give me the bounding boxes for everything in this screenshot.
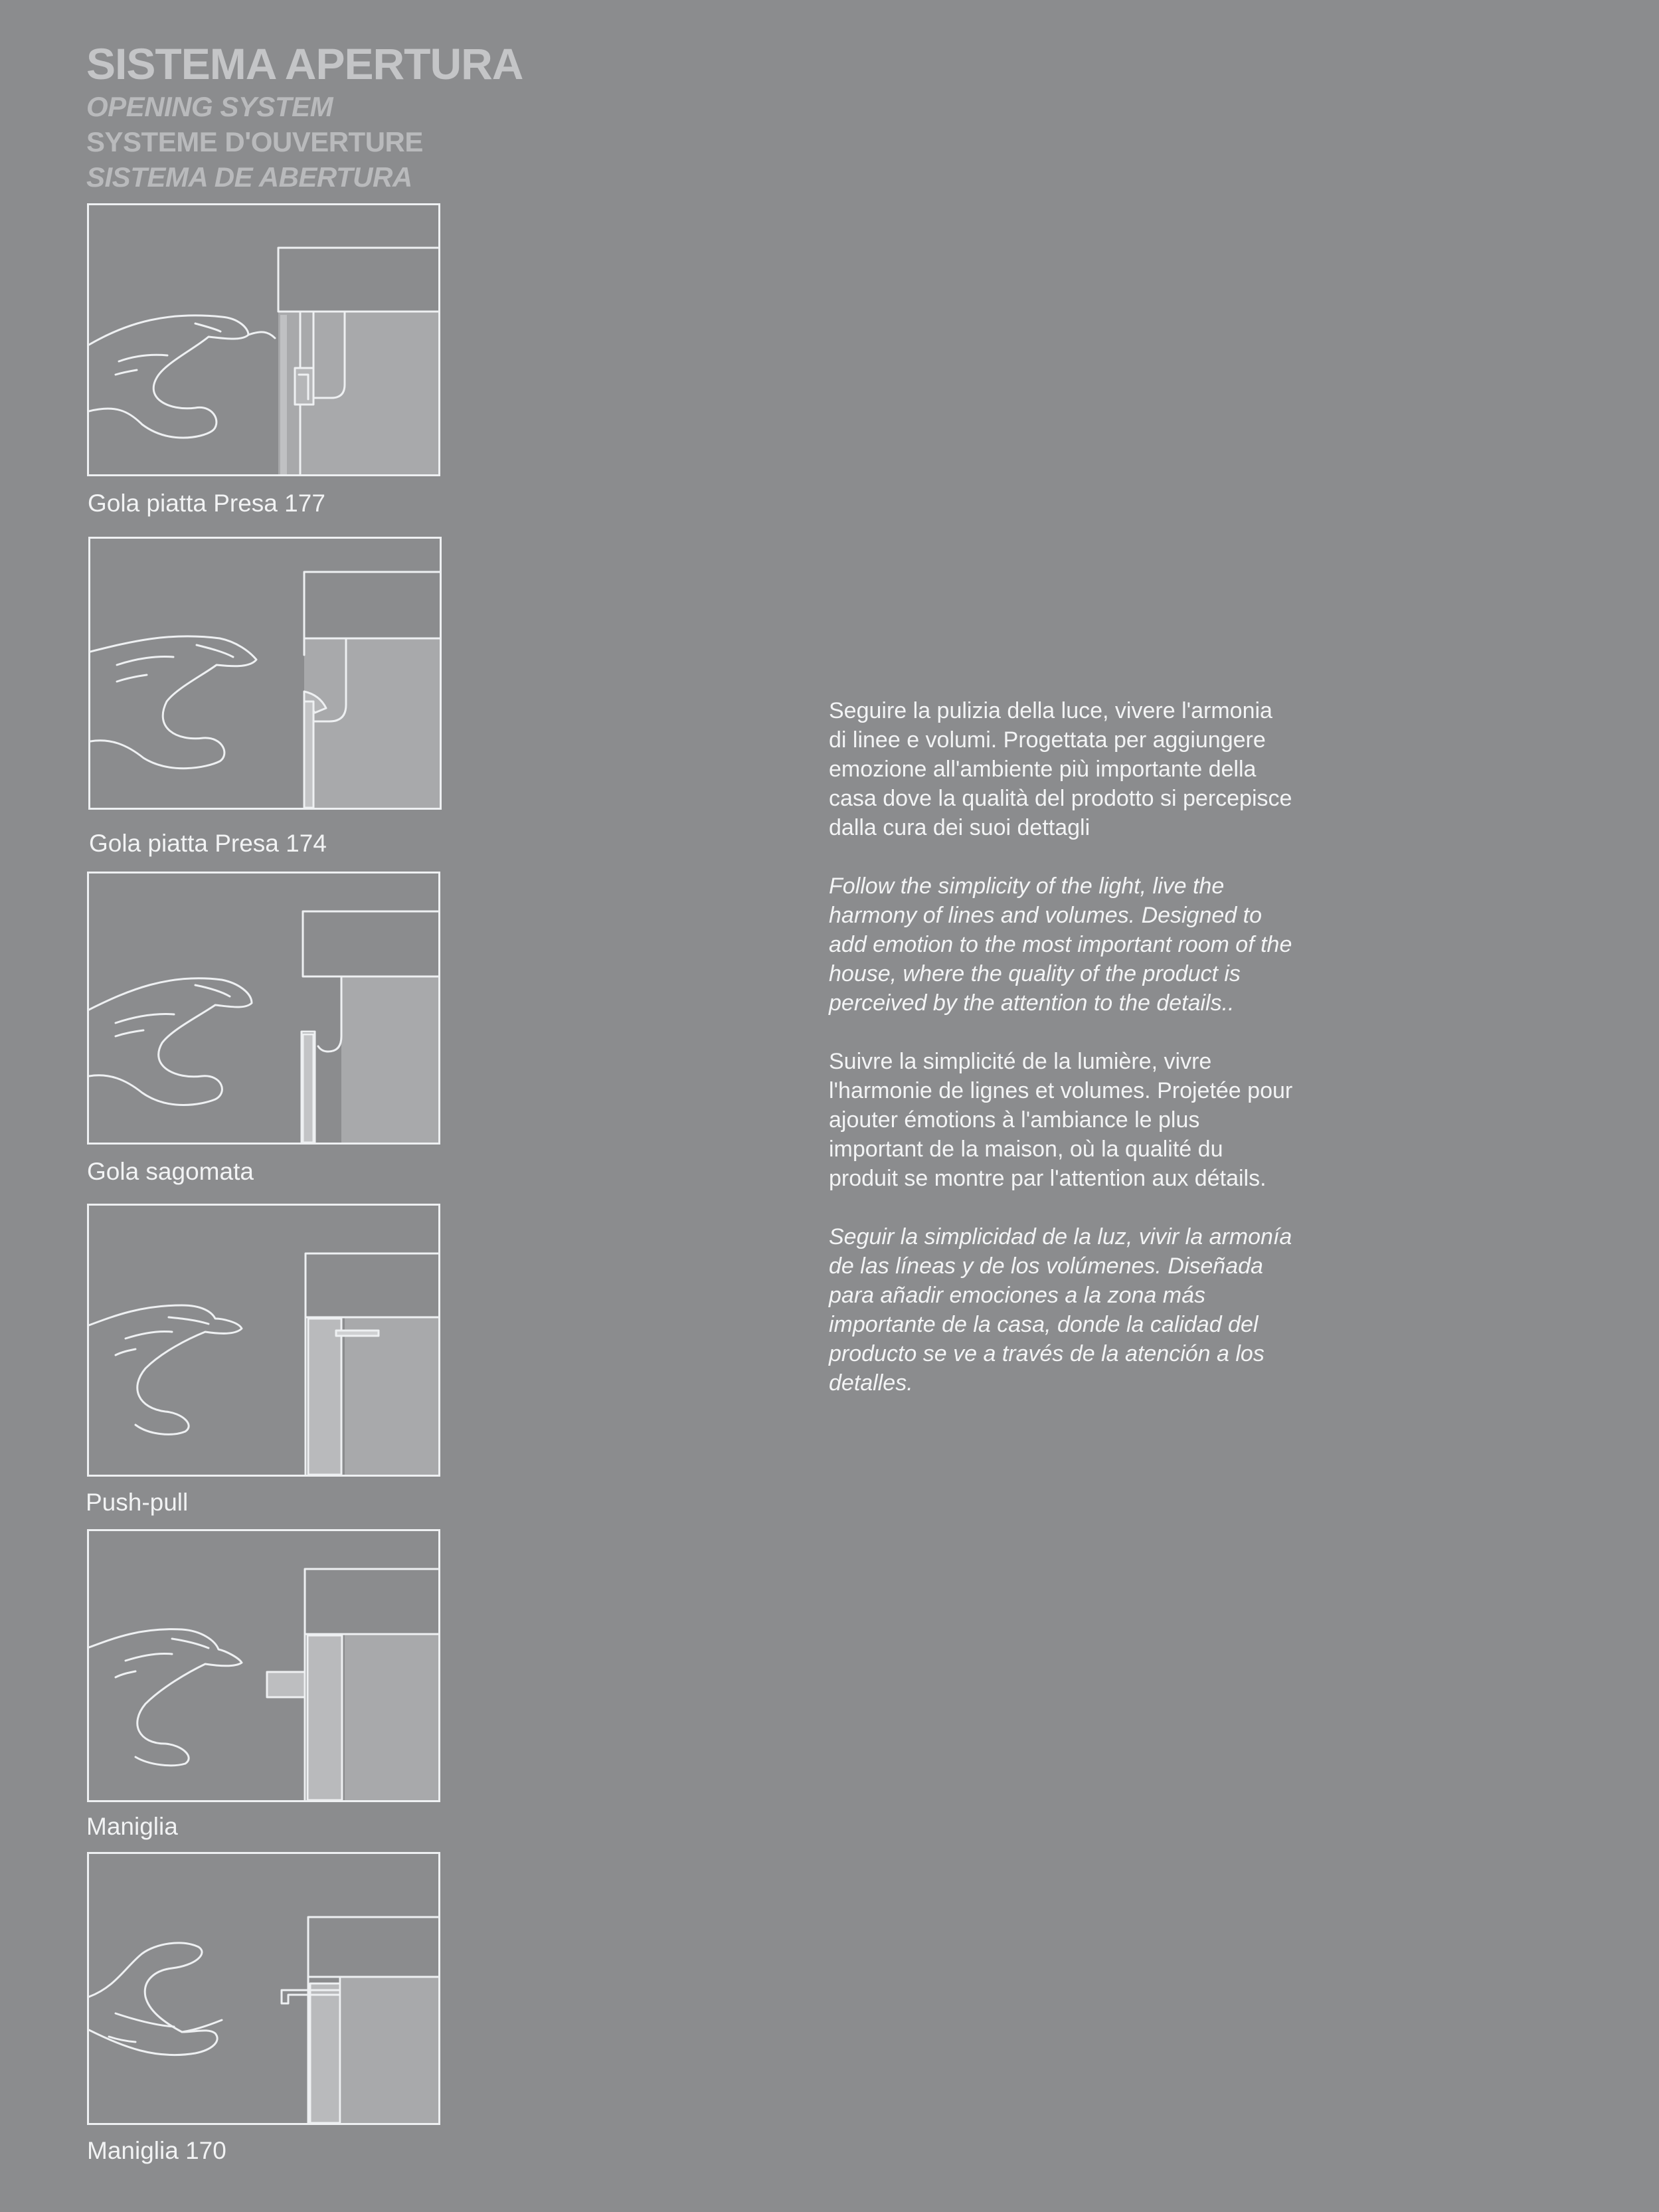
description-english: Follow the simplicity of the light, live the harmony of lines and volumes. Designed to add emotion to the most important room of the house, where the quality of the product is perceived by the attention to the details..	[829, 874, 1292, 1016]
hand-handle-icon	[87, 1529, 440, 1802]
caption-gola-piatta-174: Gola piatta Presa 174	[89, 830, 327, 857]
hand-handle-170-icon	[87, 1852, 440, 2125]
subtitle-spanish: SISTEMA DE ABERTURA	[86, 161, 412, 193]
description-french: Suivre la simplicité de la lumière, vivre l'harmonie de lignes et volumes. Projetée pour ajouter émotions à l'ambiance le plus important de la maison, où la qualité du produit se montre par l'attention aux détails.	[829, 1049, 1293, 1191]
hand-push-pull-icon	[87, 1204, 440, 1477]
description-italian: Seguire la pulizia della luce, vivere l'armonia di linee e volumi. Progettata per aggiungere emozione all'ambiente più importante della casa dove la qualità del prodotto si percepisce dalla cura dei suoi dettagli	[829, 698, 1292, 840]
header	[86, 39, 523, 195]
hand-grip-flat-channel-174-icon	[88, 537, 442, 810]
subtitle-english: OPENING SYSTEM	[86, 91, 333, 122]
description-spanish: Seguir la simplicidad de la luz, vivir la armonía de las líneas y de los volúmenes. Diseñada para añadir emociones a la zona más importante de la casa, donde la calidad del producto se ve a través de la atención a los detalles.	[829, 1224, 1292, 1396]
description-column	[829, 696, 1294, 1427]
caption-maniglia: Maniglia	[86, 1813, 178, 1840]
page-title: SISTEMA APERTURA	[86, 39, 523, 88]
subtitle-french: SYSTEME D'OUVERTURE	[86, 126, 423, 157]
caption-gola-sagomata: Gola sagomata	[87, 1158, 254, 1185]
caption-maniglia-170: Maniglia 170	[87, 2137, 226, 2164]
hand-grip-shaped-channel-icon	[87, 872, 440, 1145]
caption-gola-piatta-177: Gola piatta Presa 177	[88, 490, 325, 517]
hand-grip-flat-channel-177-icon	[87, 203, 440, 476]
caption-push-pull: Push-pull	[86, 1489, 189, 1516]
